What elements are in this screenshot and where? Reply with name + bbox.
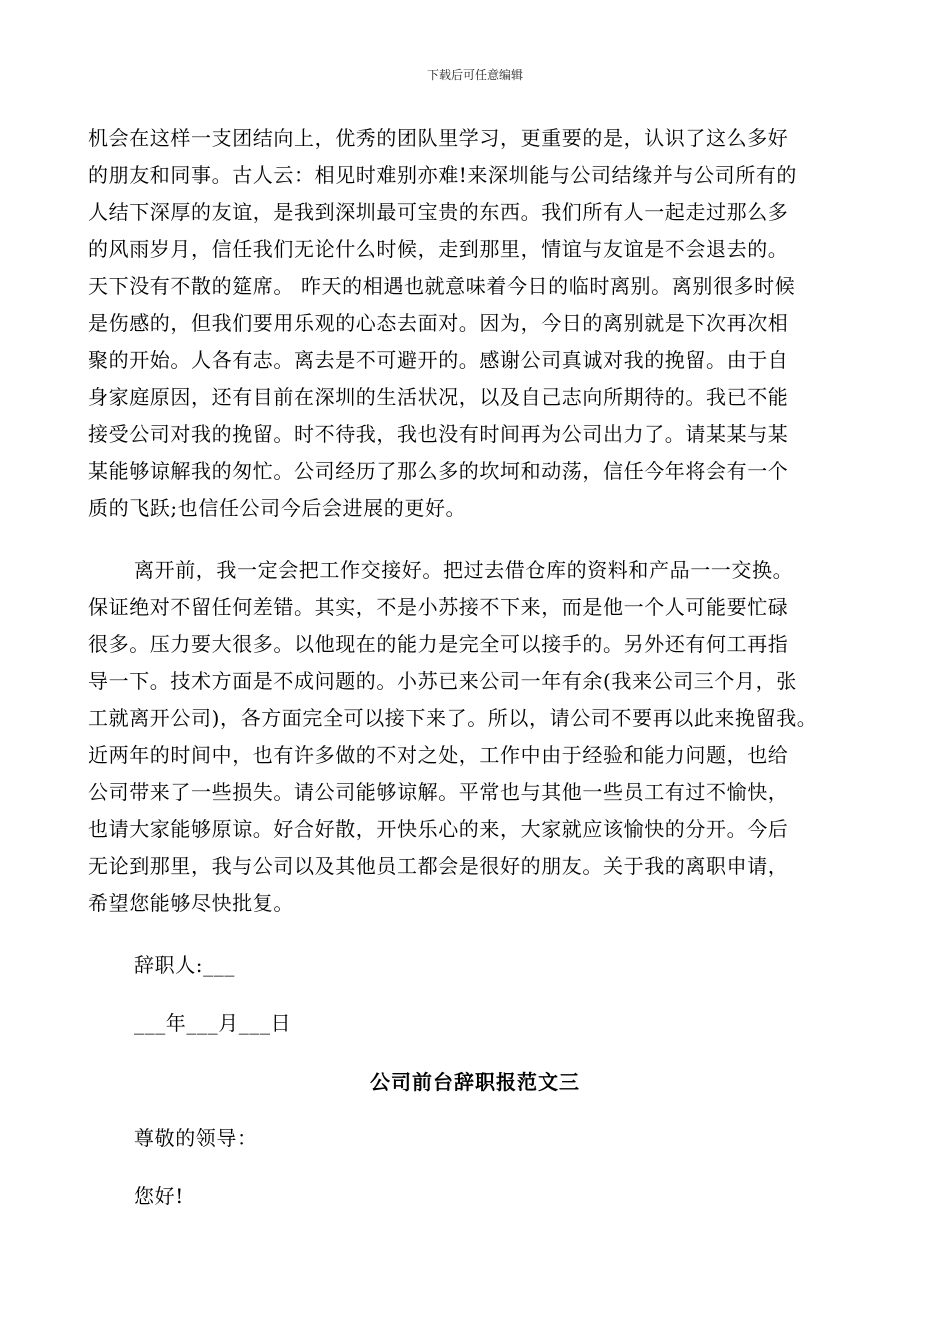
paragraph-1-line: 接受公司对我的挽留。时不待我，我也没有时间再为公司出力了。请某某与某 (88, 422, 789, 446)
paragraph-2-line: 离开前，我一定会把工作交接好。把过去借仓库的资料和产品一一交换。 (134, 558, 794, 582)
date-line: ___年___月___日 (134, 1011, 292, 1035)
paragraph-1-line: 的朋友和同事。古人云：相见时难别亦难!来深圳能与公司结缘并与公司所有的 (88, 163, 798, 187)
paragraph-1-line: 某能够谅解我的匆忙。公司经历了那么多的坎坷和动荡，信任今年将会有一个 (88, 459, 789, 483)
paragraph-1-line: 身家庭原因，还有目前在深圳的生活状况，以及自己志向所期待的。我已不能 (88, 385, 789, 409)
resigner-signature-line: 辞职人:___ (134, 953, 235, 977)
paragraph-1-line: 天下没有不散的筵席。 昨天的相遇也就意味着今日的临时离别。离别很多时候 (88, 274, 796, 298)
paragraph-2-line: 公司带来了一些损失。请公司能够谅解。平常也与其他一些员工有过不愉快， (88, 780, 789, 804)
paragraph-1-line: 的风雨岁月，信任我们无论什么时候，走到那里，情谊与友谊是不会退去的。 (88, 237, 789, 261)
paragraph-2-line: 保证绝对不留任何差错。其实，不是小苏接不下来，而是他一个人可能要忙碌 (88, 595, 789, 619)
paragraph-1-line: 人结下深厚的友谊，是我到深圳最可宝贵的东西。我们所有人一起走过那么多 (88, 200, 789, 224)
paragraph-2-line: 导一下。技术方面是不成问题的。小苏已来公司一年有余(我来公司三个月，张 (88, 669, 797, 693)
page-header: 下载后可任意编辑 (426, 68, 523, 82)
paragraph-1-line: 质的飞跃;也信任公司今后会进展的更好。 (88, 496, 467, 520)
salutation: 尊敬的领导： (134, 1126, 258, 1150)
paragraph-2-line: 近两年的时间中，也有许多做的不对之处，工作中由于经验和能力问题，也给 (88, 743, 789, 767)
paragraph-2-line: 工就离开公司)，各方面完全可以接下来了。所以，请公司不要再以此来挽留我。 (88, 706, 818, 730)
paragraph-1-line: 机会在这样一支团结向上，优秀的团队里学习，更重要的是，认识了这么多好 (88, 126, 789, 150)
paragraph-1-line: 聚的开始。人各有志。离去是不可避开的。感谢公司真诚对我的挽留。由于自 (88, 348, 789, 372)
paragraph-2-line: 无论到那里，我与公司以及其他员工都会是很好的朋友。关于我的离职申请， (88, 854, 789, 878)
greeting: 您好! (134, 1184, 184, 1208)
paragraph-1-line: 是伤感的，但我们要用乐观的心态去面对。因为，今日的离别就是下次再次相 (88, 311, 789, 335)
paragraph-2-line: 也请大家能够原谅。好合好散，开快乐心的来，大家就应该愉快的分开。今后 (88, 817, 789, 841)
section-title: 公司前台辞职报范文三 (370, 1070, 580, 1094)
paragraph-2-line: 很多。压力要大很多。以他现在的能力是完全可以接手的。另外还有何工再指 (88, 632, 789, 656)
paragraph-2-line: 希望您能够尽快批复。 (88, 891, 294, 915)
